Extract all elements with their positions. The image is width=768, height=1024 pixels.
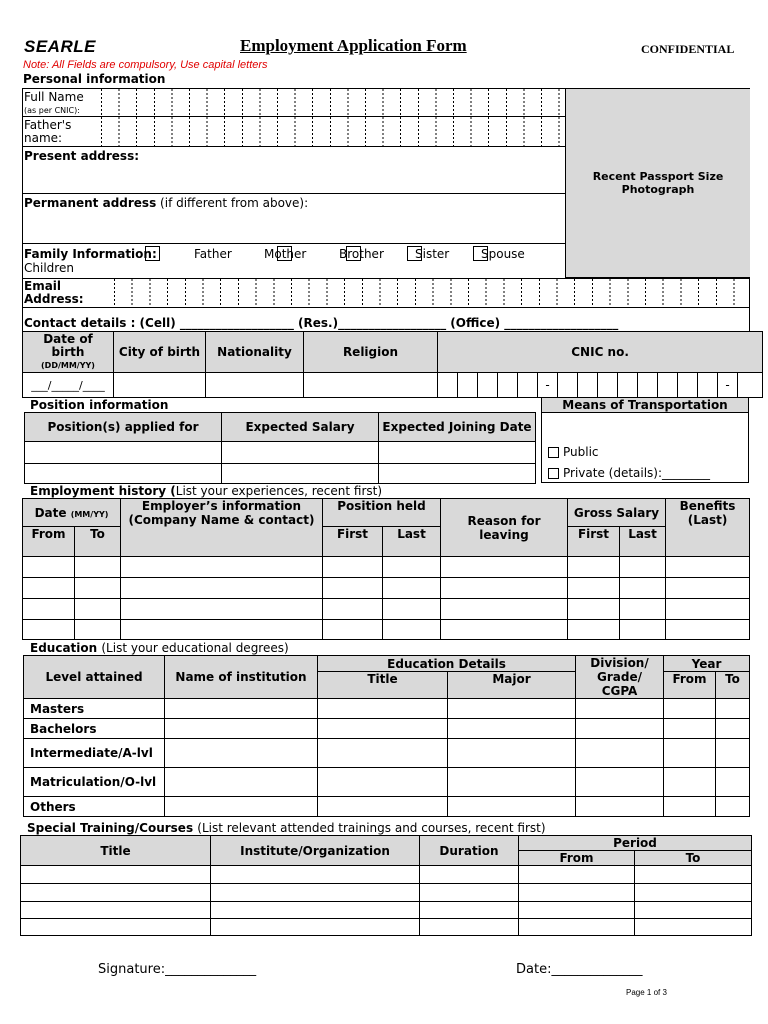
level-matriculation: Matriculation/O-lvl [24,768,165,797]
table-cell[interactable] [441,557,568,578]
table-cell[interactable] [23,599,75,620]
fathers-name-input[interactable] [101,117,565,146]
full-name-row [23,89,565,117]
table-cell[interactable] [666,557,750,578]
table-cell[interactable] [21,902,211,919]
table-cell[interactable] [664,797,716,817]
salary-last-header: Last [620,527,666,557]
position-held-header: Position held [323,499,441,527]
cnic-header: CNIC no. [438,332,763,373]
training-section-title: Special Training/Courses (List relevant attended trainings and courses, recent first) [27,821,546,835]
nationality-header: Nationality [206,332,304,373]
table-cell[interactable] [121,599,323,620]
email-input[interactable] [114,279,750,307]
present-address-field[interactable] [23,147,565,194]
cnic-digit[interactable] [578,373,598,398]
edu-title-header: Title [318,672,448,699]
family-info-row [23,244,565,278]
table-cell[interactable] [716,719,750,739]
joining-date-input[interactable] [379,442,536,464]
position-section-title: Position information [30,398,169,412]
cnic-digit[interactable] [638,373,658,398]
table-cell[interactable] [383,557,441,578]
dob-header: Date of birth (DD/MM/YY) [23,332,114,373]
present-address-label: Present address: [24,149,140,163]
table-row [21,902,752,919]
table-row [23,557,750,578]
table-cell[interactable] [211,884,420,902]
reason-header: Reason for leaving [441,499,568,557]
year-from-header: From [664,672,716,699]
table-cell[interactable] [211,919,420,936]
table-cell[interactable] [318,739,448,768]
form-title: Employment Application Form [240,36,467,55]
table-cell[interactable] [519,902,635,919]
table-cell[interactable] [23,620,75,640]
table-cell[interactable] [165,768,318,797]
table-row [21,919,752,936]
training-table [20,835,752,936]
date-to-header: To [75,527,121,557]
cnic-dash: - [538,373,558,398]
edu-major-header: Major [448,672,576,699]
table-cell[interactable] [121,557,323,578]
table-cell[interactable] [420,902,519,919]
table-cell[interactable] [666,599,750,620]
sister-option: Sister [415,247,450,261]
personal-info-block [22,88,750,332]
religion-header: Religion [304,332,438,373]
company-logo: SEARLE [24,37,96,56]
table-cell[interactable] [664,719,716,739]
mother-option: Mother [264,247,307,261]
cnic-digit[interactable] [498,373,518,398]
cnic-digit[interactable] [698,373,718,398]
position-applied-input[interactable] [25,464,222,484]
level-bachelors: Bachelors [24,719,165,739]
table-cell[interactable] [716,768,750,797]
table-cell[interactable] [75,620,121,640]
employment-table [22,498,750,640]
dob-input[interactable]: ___/_____/____ [23,373,114,398]
family-info-label: Family Information: [24,247,157,261]
table-cell[interactable] [519,866,635,884]
table-cell[interactable] [420,919,519,936]
division-header: Division/ Grade/ CGPA [576,656,664,699]
table-cell[interactable] [666,620,750,640]
institute-header: Institute/Organization [211,836,420,866]
table-cell[interactable] [620,620,666,640]
spouse-option: Spouse [481,247,525,261]
photo-label: Recent Passport Size Photograph [592,170,724,196]
table-row [24,797,750,817]
cnic-dash: - [718,373,738,398]
table-row [21,884,752,902]
fathers-name-row [23,117,565,147]
table-cell[interactable] [75,557,121,578]
public-transport-option[interactable]: Public [548,445,599,459]
cnic-digit[interactable] [678,373,698,398]
table-row [23,578,750,599]
table-cell[interactable] [635,902,752,919]
table-cell[interactable] [165,797,318,817]
cnic-digit[interactable] [738,373,763,398]
table-cell[interactable] [716,797,750,817]
salary-first-header: First [568,527,620,557]
level-intermediate: Intermediate/A-lvl [24,739,165,768]
table-cell[interactable] [576,699,664,719]
table-cell[interactable] [383,578,441,599]
table-cell[interactable] [21,919,211,936]
expected-salary-header: Expected Salary [222,413,379,442]
table-cell[interactable] [576,797,664,817]
table-cell[interactable] [165,739,318,768]
table-row [23,599,750,620]
table-cell[interactable] [23,578,75,599]
table-row [21,866,752,884]
confidential-label: CONFIDENTIAL [641,42,735,56]
position-last-header: Last [383,527,441,557]
table-cell[interactable] [519,919,635,936]
cnic-digit[interactable] [598,373,618,398]
table-cell[interactable] [165,719,318,739]
table-cell[interactable] [576,739,664,768]
level-others: Others [24,797,165,817]
table-cell[interactable] [211,866,420,884]
email-row [23,278,750,308]
benefits-header: Benefits (Last) [666,499,750,557]
table-cell[interactable] [620,557,666,578]
table-cell[interactable] [75,578,121,599]
city-of-birth-header: City of birth [114,332,206,373]
period-header: Period [519,836,752,851]
table-cell[interactable] [318,719,448,739]
brother-option: Brother [339,247,384,261]
institution-header: Name of institution [165,656,318,699]
table-cell[interactable] [568,620,620,640]
table-cell[interactable] [576,719,664,739]
table-cell[interactable] [664,739,716,768]
table-row [24,768,750,797]
table-cell[interactable] [323,620,383,640]
table-cell[interactable] [75,599,121,620]
photo-box[interactable] [565,89,750,278]
date-from-header: From [23,527,75,557]
compulsory-note: Note: All Fields are compulsory, Use capital letters [23,59,268,71]
father-option: Father [194,247,232,261]
permanent-address-field[interactable] [23,194,565,244]
table-cell[interactable] [448,739,576,768]
table-cell[interactable] [383,599,441,620]
table-cell[interactable] [716,699,750,719]
period-to-header: To [635,851,752,866]
table-cell[interactable] [664,768,716,797]
transport-box [541,397,749,483]
table-cell[interactable] [121,620,323,640]
transport-header: Means of Transportation [542,398,748,413]
position-table [24,412,536,484]
position-applied-input[interactable] [25,442,222,464]
public-checkbox[interactable] [548,447,559,458]
table-cell[interactable] [635,866,752,884]
table-cell[interactable] [635,884,752,902]
fathers-name-label: Father's name: [24,118,72,145]
table-cell[interactable] [448,719,576,739]
cnic-digit[interactable] [658,373,678,398]
education-table [23,655,750,817]
table-row [24,739,750,768]
table-cell[interactable] [519,884,635,902]
joining-date-header: Expected Joining Date [379,413,536,442]
page-number: Page 1 of 3 [626,988,667,997]
expected-salary-input[interactable] [222,442,379,464]
contact-details[interactable]: Contact details : (Cell) ___________________ (Res.)__________________ (Office) ___________________ [24,316,619,330]
table-cell[interactable] [568,599,620,620]
level-masters: Masters [24,699,165,719]
table-cell[interactable] [420,866,519,884]
employer-header: Employer’s information (Company Name & contact) [121,499,323,557]
table-cell[interactable] [441,599,568,620]
table-cell[interactable] [121,578,323,599]
nationality-input[interactable] [206,373,304,398]
table-cell[interactable] [576,768,664,797]
year-to-header: To [716,672,750,699]
private-checkbox[interactable] [548,468,559,479]
position-applied-header: Position(s) applied for [25,413,222,442]
cnic-digit[interactable] [438,373,458,398]
cnic-digit[interactable] [518,373,538,398]
table-row [23,620,750,640]
table-cell[interactable] [211,902,420,919]
table-cell[interactable] [441,620,568,640]
cnic-digit[interactable] [618,373,638,398]
table-row [24,719,750,739]
father-checkbox[interactable] [145,246,160,261]
table-cell[interactable] [448,699,576,719]
date-line[interactable]: Date:______________ [516,962,643,977]
gross-salary-header: Gross Salary [568,499,666,527]
table-cell[interactable] [620,578,666,599]
joining-date-input[interactable] [379,464,536,484]
table-cell[interactable] [568,578,620,599]
religion-input[interactable] [304,373,438,398]
cnic-digit[interactable] [558,373,578,398]
level-header: Level attained [24,656,165,699]
table-cell[interactable] [165,699,318,719]
table-cell[interactable] [716,739,750,768]
position-first-header: First [323,527,383,557]
table-row [24,699,750,719]
date-header: Date (MM/YY) [23,499,121,527]
birth-cnic-table [22,331,763,398]
cnic-digit[interactable] [458,373,478,398]
private-transport-option[interactable]: Private (details):________ [548,466,710,480]
education-details-header: Education Details [318,656,576,672]
period-from-header: From [519,851,635,866]
full-name-input[interactable] [101,89,565,116]
table-cell[interactable] [323,578,383,599]
table-cell[interactable] [664,699,716,719]
table-cell[interactable] [448,797,576,817]
table-cell[interactable] [21,884,211,902]
year-header: Year [664,656,750,672]
table-cell[interactable] [323,557,383,578]
signature-line[interactable]: Signature:______________ [98,962,257,977]
table-cell[interactable] [620,599,666,620]
table-cell[interactable] [568,557,620,578]
table-cell[interactable] [323,599,383,620]
table-cell[interactable] [21,866,211,884]
table-cell[interactable] [383,620,441,640]
expected-salary-input[interactable] [222,464,379,484]
table-cell[interactable] [448,768,576,797]
city-of-birth-input[interactable] [114,373,206,398]
email-label: Email Address: [24,279,84,306]
table-cell[interactable] [318,768,448,797]
education-section-title: Education (List your educational degrees) [30,641,289,655]
employment-section-title: Employment history (List your experiences, recent first) [30,484,383,498]
table-cell[interactable] [666,578,750,599]
training-title-header: Title [21,836,211,866]
personal-section-title: Personal information [23,72,166,86]
table-cell[interactable] [318,797,448,817]
permanent-address-label: Permanent address (if different from above): [24,196,309,210]
table-cell[interactable] [635,919,752,936]
cnic-digit[interactable] [478,373,498,398]
table-cell[interactable] [420,884,519,902]
full-name-label: Full Name (as per CNIC): [24,90,84,115]
duration-header: Duration [420,836,519,866]
table-cell[interactable] [441,578,568,599]
table-cell[interactable] [23,557,75,578]
children-option: Children [24,261,74,275]
table-cell[interactable] [318,699,448,719]
